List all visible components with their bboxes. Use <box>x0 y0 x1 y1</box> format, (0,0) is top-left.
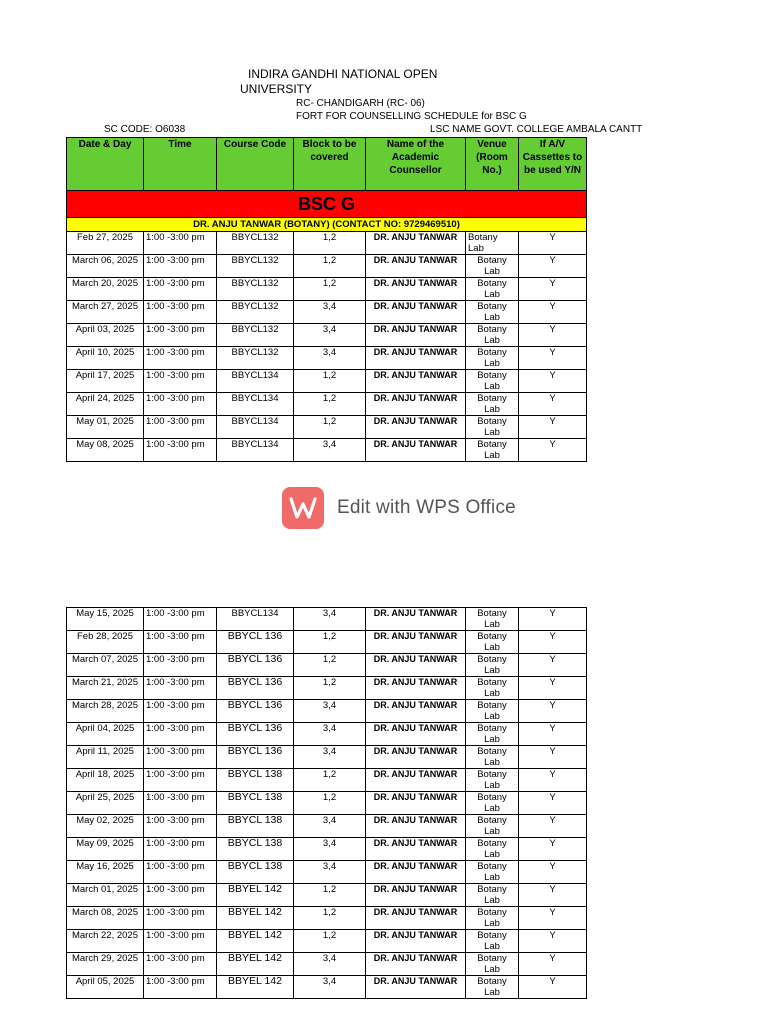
table-row <box>67 838 587 861</box>
cell-venue: Botany Lab <box>466 416 519 439</box>
cell-counsellor: DR. ANJU TANWAR <box>366 746 466 769</box>
cell-time: 1:00 -3:00 pm <box>144 976 217 999</box>
cell-venue: Botany Lab <box>466 723 519 746</box>
table-row <box>67 953 587 976</box>
cell-time: 1:00 -3:00 pm <box>144 608 217 631</box>
cell-av: Y <box>519 416 587 439</box>
cell-course-code: BBYCL 138 <box>217 838 294 861</box>
cell-date: March 28, 2025 <box>67 700 144 723</box>
table-row <box>67 393 587 416</box>
cell-date: March 27, 2025 <box>67 301 144 324</box>
cell-block: 3,4 <box>294 815 366 838</box>
cell-venue: Botany Lab <box>466 654 519 677</box>
cell-time: 1:00 -3:00 pm <box>144 278 217 301</box>
cell-venue: Botany Lab <box>466 930 519 953</box>
cell-counsellor: DR. ANJU TANWAR <box>366 907 466 930</box>
cell-venue: Botany Lab <box>466 700 519 723</box>
cell-time: 1:00 -3:00 pm <box>144 370 217 393</box>
cell-block: 3,4 <box>294 608 366 631</box>
wps-watermark <box>282 487 516 529</box>
cell-counsellor: DR. ANJU TANWAR <box>366 815 466 838</box>
cell-av: Y <box>519 953 587 976</box>
cell-course-code: BBYCL134 <box>217 439 294 462</box>
cell-block: 3,4 <box>294 953 366 976</box>
cell-time: 1:00 -3:00 pm <box>144 861 217 884</box>
cell-date: March 20, 2025 <box>67 278 144 301</box>
cell-counsellor: DR. ANJU TANWAR <box>366 700 466 723</box>
cell-av: Y <box>519 393 587 416</box>
cell-course-code: BBYEL 142 <box>217 976 294 999</box>
cell-venue: Botany Lab <box>466 439 519 462</box>
cell-counsellor: DR. ANJU TANWAR <box>366 838 466 861</box>
cell-counsellor: DR. ANJU TANWAR <box>366 976 466 999</box>
cell-date: May 01, 2025 <box>67 416 144 439</box>
cell-venue: Botany Lab <box>466 792 519 815</box>
cell-av: Y <box>519 301 587 324</box>
cell-av: Y <box>519 700 587 723</box>
cell-counsellor: DR. ANJU TANWAR <box>366 608 466 631</box>
cell-time: 1:00 -3:00 pm <box>144 677 217 700</box>
cell-date: March 29, 2025 <box>67 953 144 976</box>
cell-time: 1:00 -3:00 pm <box>144 930 217 953</box>
cell-block: 1,2 <box>294 792 366 815</box>
schedule-table-page2 <box>66 607 587 999</box>
cell-date: April 25, 2025 <box>67 792 144 815</box>
table-row <box>67 278 587 301</box>
cell-counsellor: DR. ANJU TANWAR <box>366 255 466 278</box>
cell-counsellor: DR. ANJU TANWAR <box>366 723 466 746</box>
cell-date: April 05, 2025 <box>67 976 144 999</box>
cell-block: 1,2 <box>294 255 366 278</box>
table-row <box>67 301 587 324</box>
table-row <box>67 700 587 723</box>
cell-counsellor: DR. ANJU TANWAR <box>366 347 466 370</box>
cell-block: 3,4 <box>294 439 366 462</box>
cell-block: 1,2 <box>294 370 366 393</box>
cell-course-code: BBYEL 142 <box>217 907 294 930</box>
schedule-table-page1 <box>66 137 587 462</box>
cell-venue: Botany Lab <box>466 976 519 999</box>
cell-venue: Botany Lab <box>466 861 519 884</box>
cell-course-code: BBYCL 136 <box>217 677 294 700</box>
cell-venue: Botany Lab <box>466 769 519 792</box>
cell-date: April 11, 2025 <box>67 746 144 769</box>
cell-av: Y <box>519 792 587 815</box>
table-row <box>67 416 587 439</box>
cell-block: 3,4 <box>294 723 366 746</box>
cell-counsellor: DR. ANJU TANWAR <box>366 792 466 815</box>
cell-course-code: BBYCL 138 <box>217 769 294 792</box>
cell-course-code: BBYCL 138 <box>217 792 294 815</box>
cell-block: 3,4 <box>294 301 366 324</box>
cell-date: May 15, 2025 <box>67 608 144 631</box>
cell-date: April 24, 2025 <box>67 393 144 416</box>
cell-counsellor: DR. ANJU TANWAR <box>366 769 466 792</box>
cell-time: 1:00 -3:00 pm <box>144 324 217 347</box>
wps-logo-icon <box>282 487 324 529</box>
cell-block: 3,4 <box>294 324 366 347</box>
table-row <box>67 324 587 347</box>
table-row <box>67 769 587 792</box>
cell-venue: Botany Lab <box>466 677 519 700</box>
cell-course-code: BBYCL132 <box>217 301 294 324</box>
cell-block: 3,4 <box>294 976 366 999</box>
cell-time: 1:00 -3:00 pm <box>144 838 217 861</box>
cell-counsellor: DR. ANJU TANWAR <box>366 930 466 953</box>
cell-venue: Botany Lab <box>466 347 519 370</box>
sc-code: SC CODE: O6038 <box>104 124 186 135</box>
cell-course-code: BBYCL 138 <box>217 815 294 838</box>
table-row <box>67 608 587 631</box>
cell-counsellor: DR. ANJU TANWAR <box>366 370 466 393</box>
cell-date: March 21, 2025 <box>67 677 144 700</box>
table-row <box>67 930 587 953</box>
schedule-title: FORT FOR COUNSELLING SCHEDULE for BSC G <box>296 111 527 122</box>
cell-time: 1:00 -3:00 pm <box>144 884 217 907</box>
cell-av: Y <box>519 347 587 370</box>
cell-course-code: BBYCL134 <box>217 608 294 631</box>
cell-time: 1:00 -3:00 pm <box>144 631 217 654</box>
cell-block: 1,2 <box>294 416 366 439</box>
cell-counsellor: DR. ANJU TANWAR <box>366 631 466 654</box>
cell-course-code: BBYCL 138 <box>217 861 294 884</box>
cell-time: 1:00 -3:00 pm <box>144 416 217 439</box>
cell-time: 1:00 -3:00 pm <box>144 255 217 278</box>
table-row <box>67 861 587 884</box>
cell-time: 1:00 -3:00 pm <box>144 792 217 815</box>
cell-time: 1:00 -3:00 pm <box>144 654 217 677</box>
cell-venue: Botany Lab <box>466 608 519 631</box>
cell-av: Y <box>519 861 587 884</box>
cell-av: Y <box>519 654 587 677</box>
cell-block: 1,2 <box>294 907 366 930</box>
col-venue-header: Venue (Room No.) <box>466 138 519 191</box>
table-row <box>67 347 587 370</box>
schedule-body-page2 <box>67 608 587 999</box>
cell-counsellor: DR. ANJU TANWAR <box>366 324 466 347</box>
cell-counsellor: DR. ANJU TANWAR <box>366 861 466 884</box>
cell-counsellor: DR. ANJU TANWAR <box>366 953 466 976</box>
cell-time: 1:00 -3:00 pm <box>144 393 217 416</box>
cell-block: 3,4 <box>294 347 366 370</box>
cell-av: Y <box>519 815 587 838</box>
cell-av: Y <box>519 278 587 301</box>
table-row <box>67 976 587 999</box>
cell-course-code: BBYCL132 <box>217 347 294 370</box>
cell-course-code: BBYCL134 <box>217 416 294 439</box>
cell-date: April 18, 2025 <box>67 769 144 792</box>
cell-date: May 08, 2025 <box>67 439 144 462</box>
table-row <box>67 370 587 393</box>
cell-date: March 07, 2025 <box>67 654 144 677</box>
regional-centre: RC- CHANDIGARH (RC- 06) <box>296 98 425 109</box>
cell-course-code: BBYCL 136 <box>217 700 294 723</box>
counsellor-banner-row <box>67 218 587 232</box>
cell-time: 1:00 -3:00 pm <box>144 301 217 324</box>
cell-block: 1,2 <box>294 278 366 301</box>
table-row <box>67 884 587 907</box>
cell-time: 1:00 -3:00 pm <box>144 700 217 723</box>
col-counsellor-header: Name of the Academic Counsellor <box>366 138 466 191</box>
table-row <box>67 631 587 654</box>
cell-block: 3,4 <box>294 838 366 861</box>
col-block-header: Block to be covered <box>294 138 366 191</box>
cell-time: 1:00 -3:00 pm <box>144 723 217 746</box>
schedule-body-page1 <box>67 232 587 462</box>
col-date-header: Date & Day <box>67 138 144 191</box>
cell-course-code: BBYCL 136 <box>217 746 294 769</box>
cell-av: Y <box>519 930 587 953</box>
university-name-line1: INDIRA GANDHI NATIONAL OPEN <box>248 67 438 81</box>
cell-venue: Botany Lab <box>466 278 519 301</box>
cell-av: Y <box>519 631 587 654</box>
cell-course-code: BBYCL 136 <box>217 723 294 746</box>
cell-counsellor: DR. ANJU TANWAR <box>366 416 466 439</box>
cell-date: March 22, 2025 <box>67 930 144 953</box>
cell-av: Y <box>519 370 587 393</box>
cell-block: 3,4 <box>294 746 366 769</box>
cell-course-code: BBYCL134 <box>217 393 294 416</box>
cell-venue: Botany Lab <box>466 232 519 255</box>
cell-av: Y <box>519 907 587 930</box>
cell-av: Y <box>519 439 587 462</box>
cell-block: 1,2 <box>294 930 366 953</box>
cell-course-code: BBYCL132 <box>217 232 294 255</box>
cell-block: 1,2 <box>294 884 366 907</box>
cell-date: March 06, 2025 <box>67 255 144 278</box>
table-row <box>67 815 587 838</box>
cell-course-code: BBYCL 136 <box>217 631 294 654</box>
cell-venue: Botany Lab <box>466 631 519 654</box>
cell-counsellor: DR. ANJU TANWAR <box>366 232 466 255</box>
cell-date: May 02, 2025 <box>67 815 144 838</box>
table-row <box>67 654 587 677</box>
cell-course-code: BBYEL 142 <box>217 953 294 976</box>
table-row <box>67 677 587 700</box>
university-name-line2: UNIVERSITY <box>240 82 313 96</box>
cell-date: April 04, 2025 <box>67 723 144 746</box>
cell-time: 1:00 -3:00 pm <box>144 746 217 769</box>
cell-course-code: BBYCL 136 <box>217 654 294 677</box>
cell-course-code: BBYCL132 <box>217 324 294 347</box>
cell-av: Y <box>519 677 587 700</box>
cell-av: Y <box>519 838 587 861</box>
cell-date: March 01, 2025 <box>67 884 144 907</box>
cell-av: Y <box>519 746 587 769</box>
cell-time: 1:00 -3:00 pm <box>144 815 217 838</box>
cell-course-code: BBYCL132 <box>217 255 294 278</box>
cell-counsellor: DR. ANJU TANWAR <box>366 884 466 907</box>
cell-time: 1:00 -3:00 pm <box>144 439 217 462</box>
cell-venue: Botany Lab <box>466 393 519 416</box>
cell-venue: Botany Lab <box>466 907 519 930</box>
table-header-row <box>67 138 587 191</box>
counsellor-banner: DR. ANJU TANWAR (BOTANY) (CONTACT NO: 9729469510) <box>67 218 587 232</box>
cell-block: 1,2 <box>294 677 366 700</box>
cell-venue: Botany Lab <box>466 324 519 347</box>
cell-av: Y <box>519 232 587 255</box>
cell-block: 1,2 <box>294 232 366 255</box>
programme-title: BSC G <box>67 191 587 218</box>
cell-av: Y <box>519 723 587 746</box>
cell-course-code: BBYEL 142 <box>217 884 294 907</box>
cell-venue: Botany Lab <box>466 746 519 769</box>
cell-av: Y <box>519 324 587 347</box>
cell-venue: Botany Lab <box>466 301 519 324</box>
cell-venue: Botany Lab <box>466 838 519 861</box>
cell-course-code: BBYCL132 <box>217 278 294 301</box>
lsc-name: LSC NAME GOVT. COLLEGE AMBALA CANTT <box>430 124 643 135</box>
cell-venue: Botany Lab <box>466 815 519 838</box>
cell-time: 1:00 -3:00 pm <box>144 953 217 976</box>
cell-block: 3,4 <box>294 861 366 884</box>
cell-block: 1,2 <box>294 654 366 677</box>
table-row <box>67 723 587 746</box>
cell-venue: Botany Lab <box>466 953 519 976</box>
cell-date: April 03, 2025 <box>67 324 144 347</box>
col-av-header: If A/V Cassettes to be used Y/N <box>519 138 587 191</box>
table-row <box>67 907 587 930</box>
cell-date: April 10, 2025 <box>67 347 144 370</box>
cell-counsellor: DR. ANJU TANWAR <box>366 393 466 416</box>
cell-av: Y <box>519 255 587 278</box>
cell-av: Y <box>519 608 587 631</box>
cell-counsellor: DR. ANJU TANWAR <box>366 677 466 700</box>
cell-block: 3,4 <box>294 700 366 723</box>
cell-date: Feb 27, 2025 <box>67 232 144 255</box>
cell-av: Y <box>519 769 587 792</box>
cell-venue: Botany Lab <box>466 255 519 278</box>
programme-band <box>67 191 587 218</box>
cell-date: May 09, 2025 <box>67 838 144 861</box>
cell-counsellor: DR. ANJU TANWAR <box>366 278 466 301</box>
cell-date: March 08, 2025 <box>67 907 144 930</box>
cell-counsellor: DR. ANJU TANWAR <box>366 301 466 324</box>
cell-venue: Botany Lab <box>466 370 519 393</box>
cell-counsellor: DR. ANJU TANWAR <box>366 439 466 462</box>
table-row <box>67 746 587 769</box>
cell-counsellor: DR. ANJU TANWAR <box>366 654 466 677</box>
table-row <box>67 255 587 278</box>
cell-venue: Botany Lab <box>466 884 519 907</box>
cell-block: 1,2 <box>294 769 366 792</box>
cell-date: May 16, 2025 <box>67 861 144 884</box>
cell-time: 1:00 -3:00 pm <box>144 769 217 792</box>
cell-course-code: BBYEL 142 <box>217 930 294 953</box>
cell-block: 1,2 <box>294 393 366 416</box>
cell-av: Y <box>519 884 587 907</box>
cell-time: 1:00 -3:00 pm <box>144 347 217 370</box>
cell-date: April 17, 2025 <box>67 370 144 393</box>
col-time-header: Time <box>144 138 217 191</box>
col-code-header: Course Code <box>217 138 294 191</box>
cell-block: 1,2 <box>294 631 366 654</box>
cell-time: 1:00 -3:00 pm <box>144 907 217 930</box>
wps-watermark-text: Edit with WPS Office <box>337 497 516 518</box>
table-row <box>67 792 587 815</box>
cell-course-code: BBYCL134 <box>217 370 294 393</box>
table-row <box>67 439 587 462</box>
cell-date: Feb 28, 2025 <box>67 631 144 654</box>
table-row <box>67 232 587 255</box>
cell-time: 1:00 -3:00 pm <box>144 232 217 255</box>
cell-av: Y <box>519 976 587 999</box>
